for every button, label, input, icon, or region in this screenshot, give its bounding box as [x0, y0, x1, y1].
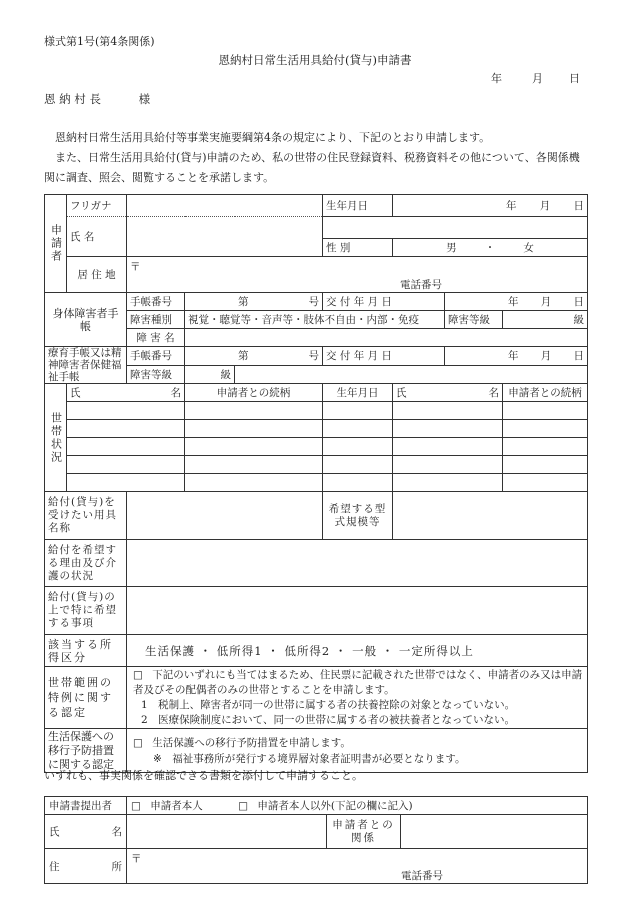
date-month-label: 月: [532, 72, 543, 85]
household-cell[interactable]: [185, 420, 323, 438]
sex-label: 性 別: [323, 239, 393, 257]
disability-book-no-field[interactable]: [185, 293, 323, 311]
household-cell[interactable]: [393, 420, 503, 438]
form-number: 様式第1号(第4条関係): [44, 35, 155, 48]
address-label: 居 住 地: [67, 257, 127, 293]
disability-type-options[interactable]: 視覚・聴覚等・音声等・肢体不自由・内部・免疫: [185, 311, 445, 329]
special-label: 給付(貸与)の上で特に希望する事項: [45, 587, 127, 635]
equipment-label: 給付(貸与)を受けたい用具名称: [45, 492, 127, 540]
model-field[interactable]: [393, 492, 588, 540]
birthdate-field[interactable]: [393, 195, 588, 217]
sex-male[interactable]: 男: [446, 242, 457, 254]
birth-day-label: 日: [573, 200, 585, 212]
household-cell[interactable]: [503, 456, 588, 474]
household-col-relation-2: 申請者との続柄: [503, 384, 588, 402]
household-cell[interactable]: [67, 402, 185, 420]
submitter-name-field[interactable]: [127, 815, 327, 849]
household-exception-text: 下記のいずれにも当てはまるため、住民票に記載された世帯ではなく、申請者のみ又は申請者及びその配偶者のみの世帯とすることを申請します。: [133, 668, 583, 696]
name-field[interactable]: [127, 217, 323, 257]
book-dai: 第: [238, 296, 249, 308]
furigana-field[interactable]: [127, 195, 323, 217]
mental-dai: 第: [238, 350, 249, 363]
submitter-self-label: 申請者本人: [150, 800, 203, 812]
household-exception-label: 世帯範囲の特例に関する認定: [45, 667, 127, 729]
household-cell[interactable]: [185, 438, 323, 456]
address-phone-label: 電話番号: [400, 279, 442, 291]
issue-month: 月: [540, 296, 552, 308]
mental-go: 号: [308, 350, 320, 363]
welfare-transition-note: ※ 福祉事務所が発行する境界層対象者証明書が必要となります。: [153, 752, 466, 765]
household-exception-item1: 1 税制上、障害者が同一の世帯に属する者の扶養控除の対象となっていない。: [141, 698, 516, 711]
submitter-label: 申請書提出者: [45, 797, 127, 815]
reason-field[interactable]: [127, 540, 588, 587]
mental-issue-date-field[interactable]: [445, 347, 588, 366]
submitter-table: [44, 796, 588, 884]
name-label: 氏 名: [67, 217, 127, 257]
household-col-birthdate: 生年月日: [323, 384, 393, 402]
disability-grade-field[interactable]: 級: [503, 311, 588, 329]
household-cell[interactable]: [67, 420, 185, 438]
date-year-label: 年: [491, 72, 502, 85]
disability-issue-date-label: 交 付 年 月 日: [323, 293, 445, 311]
form-title: 恩納村日常生活用具給付(貸与)申請書: [218, 53, 412, 67]
sex-field[interactable]: [393, 239, 588, 257]
mental-issue-month: 月: [540, 350, 552, 363]
equipment-field[interactable]: [127, 492, 323, 540]
disability-grade-label: 障害等級: [445, 311, 503, 329]
disability-issue-date-field[interactable]: [445, 293, 588, 311]
submitter-other-checkbox[interactable]: □: [238, 800, 249, 812]
household-cell[interactable]: [393, 474, 503, 492]
disability-name-field[interactable]: [185, 329, 588, 347]
mental-issue-year: 年: [508, 350, 519, 363]
addressee-name: 恩 納 村 長: [44, 92, 101, 106]
disability-name-label: 障 害 名: [127, 329, 185, 347]
address-postal-mark: 〒: [130, 261, 141, 273]
household-col-relation: 申請者との続柄: [185, 384, 323, 402]
mental-book-no-field[interactable]: [185, 347, 323, 366]
sex-female[interactable]: 女: [523, 242, 534, 254]
furigana-label: フリガナ: [67, 195, 127, 217]
submitter-relation-field[interactable]: [401, 815, 588, 849]
mental-grade-field[interactable]: 級: [185, 365, 235, 384]
income-options[interactable]: 生活保護 ・ 低所得1 ・ 低所得2 ・ 一般 ・ 一定所得以上: [127, 635, 588, 667]
sex-dot: ・: [484, 242, 496, 254]
applicant-section-label: 申請者: [45, 195, 67, 293]
disability-type-label: 障害種別: [127, 311, 185, 329]
submitter-name-label: 氏 名: [45, 815, 127, 849]
addressee-honorific: 様: [138, 92, 151, 106]
welfare-transition-checkbox[interactable]: □: [133, 736, 143, 749]
household-cell[interactable]: [503, 438, 588, 456]
addressee: [44, 94, 150, 106]
book-go: 号: [308, 296, 320, 308]
submitter-relation-label: 申請者との関係: [327, 815, 401, 849]
household-cell[interactable]: [393, 402, 503, 420]
submitter-options: [127, 797, 588, 815]
disability-book-label: 身体障害者手帳: [45, 293, 127, 347]
welfare-transition-label: 生活保護への移行予防措置に関する認定: [45, 729, 127, 773]
special-field[interactable]: [127, 587, 588, 635]
mental-issue-day: 日: [573, 350, 585, 363]
income-label: 該当する所得区分: [45, 635, 127, 667]
household-cell[interactable]: [503, 474, 588, 492]
submitter-phone-label: 電話番号: [401, 870, 443, 882]
welfare-transition-content: [127, 729, 588, 773]
household-cell[interactable]: [67, 456, 185, 474]
welfare-transition-text: 生活保護への移行予防措置を申請します。: [152, 736, 351, 749]
mental-book-no-label: 手帳番号: [127, 347, 185, 366]
household-cell[interactable]: [185, 402, 323, 420]
intro-paragraph-1: 恩納村日常生活用具給付等事業実施要綱第4条の規定により、下記のとおり申請します。: [55, 131, 491, 144]
application-table: [44, 194, 588, 773]
attachment-note: いずれも、事実関係を確認できる書類を添付して申請すること。: [44, 769, 363, 782]
household-col-name: 氏 名: [67, 384, 185, 402]
issue-day: 日: [573, 296, 585, 308]
household-section-label: 世帯状況: [45, 384, 67, 492]
household-cell[interactable]: [185, 456, 323, 474]
household-cell[interactable]: [185, 474, 323, 492]
submitter-postal-mark: 〒: [131, 853, 142, 865]
mental-book-label: 療育手帳又は精神障害者保健福祉手帳: [45, 347, 127, 384]
household-cell[interactable]: [67, 474, 185, 492]
birth-month-label: 月: [539, 200, 551, 212]
household-cell[interactable]: [503, 402, 588, 420]
household-exception-checkbox[interactable]: □: [133, 668, 143, 681]
reason-label: 給付を希望する理由及び介護の状況: [45, 540, 127, 587]
submitter-address-label: 住 所: [45, 849, 127, 884]
household-cell[interactable]: [323, 402, 393, 420]
model-label: 希望する型式規模等: [323, 492, 393, 540]
household-cell[interactable]: [323, 474, 393, 492]
submitter-address-field[interactable]: [127, 849, 588, 884]
household-cell[interactable]: [323, 456, 393, 474]
birthdate-label: 生年月日: [323, 195, 393, 217]
birth-year-label: 年: [506, 200, 517, 212]
submitter-self-checkbox[interactable]: □: [131, 800, 141, 812]
household-cell[interactable]: [67, 438, 185, 456]
household-cell[interactable]: [393, 438, 503, 456]
household-col-name-2: 氏 名: [393, 384, 503, 402]
address-field[interactable]: [127, 257, 588, 293]
household-cell[interactable]: [323, 438, 393, 456]
household-cell[interactable]: [503, 420, 588, 438]
issue-year: 年: [508, 296, 519, 308]
disability-book-no-label: 手帳番号: [127, 293, 185, 311]
mental-grade-label: 障害等級: [127, 365, 185, 384]
household-exception-item2: 2 医療保険制度において、同一の世帯に属する者の被扶養者となっていない。: [141, 713, 515, 726]
intro-paragraph-2: また、日常生活用具給付(貸与)申請のため、私の世帯の住民登録資料、税務資料その他について、各関係機関に調査、照会、閲覧することを承諾します。: [44, 151, 580, 184]
intro-text: [44, 128, 589, 188]
mental-issue-date-label: 交 付 年 月 日: [323, 347, 445, 366]
household-cell[interactable]: [393, 456, 503, 474]
household-exception-content: [127, 667, 588, 729]
date-day-label: 日: [569, 72, 580, 85]
submitter-other-label: 申請者本人以外(下記の欄に記入): [257, 800, 413, 812]
household-cell[interactable]: [323, 420, 393, 438]
